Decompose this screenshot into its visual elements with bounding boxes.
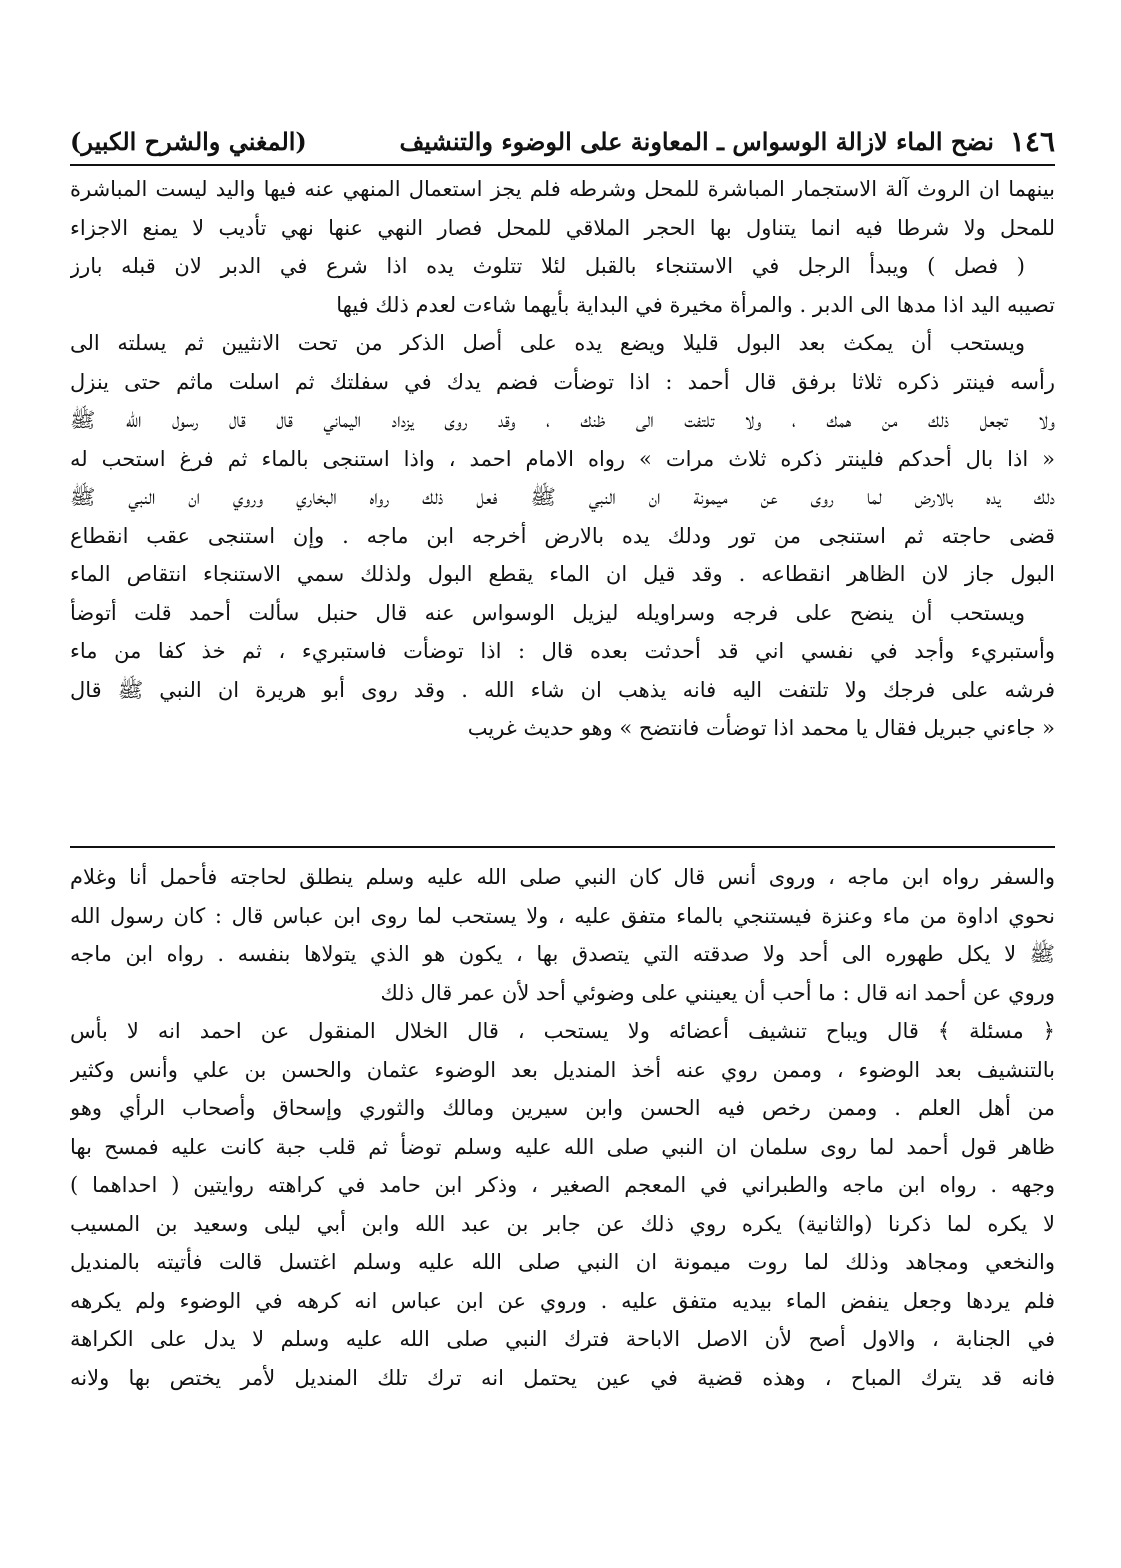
- text-line: ﴿ مسئلة ﴾ قال ويباح تنشيف أعضائه ولا يستحب ، قال الخلال المنقول عن احمد انه لا بأس: [70, 1019, 1055, 1043]
- text-line: بينهما ان الروث آلة الاستجمار المباشرة للمحل وشرطه فلم يجز استعمال المنهي عنه فيها واليد ليست المباشرة: [70, 177, 1055, 201]
- text-line: ظاهر قول أحمد لما روى سلمان ان النبي صلى الله عليه وسلم توضأ ثم قلب جبة كانت عليه فمسح بها: [70, 1134, 1055, 1159]
- text-line: فانه قد يترك المباح ، وهذه قضية في عين يحتمل انه ترك تلك المنديل لأمر يختص بها ولانه: [70, 1365, 1055, 1390]
- text-line: ( فصل ) ويبدأ الرجل في الاستنجاء بالقبل لئلا تتلوث يده اذا شرع في الدبر لان قبله بارز: [70, 254, 1025, 278]
- text-line: البول جاز لان الظاهر انقطاعه . وقد قيل ان الماء يقطع البول ولذلك سمي الاستنجاء انتقاص الماء: [70, 562, 1055, 586]
- text-line: رأسه فينتر ذكره ثلاثا برفق قال أحمد : اذا توضأت فضم يدك في سفلتك ثم اسلت ماثم حتى ينزل: [70, 369, 1055, 394]
- text-line: « اذا بال أحدكم فلينتر ذكره ثلاث مرات » رواه الامام احمد ، واذا استنجى بالماء ثم فرغ استحب له: [70, 446, 1055, 471]
- section-divider: [70, 846, 1055, 848]
- text-line: قضى حاجته ثم استنجى من تور ودلك يده بالارض أخرجه ابن ماجه . وإن استنجى عقب انقطاع: [70, 523, 1055, 548]
- commentary-text-block: [70, 858, 1055, 1397]
- text-line: وروي عن أحمد انه قال : ما أحب أن يعينني على وضوئي أحد لأن عمر قال ذلك: [380, 980, 1055, 1005]
- text-line: بالتنشيف بعد الوضوء ، وممن روي عنه أخذ المنديل بعد الوضوء عثمان والحسن بن علي وأنس وكثير: [70, 1057, 1055, 1082]
- text-line: تصيبه اليد اذا مدها الى الدبر . والمرأة مخيرة في البداية بأيهما شاءت لعدم ذلك فيها: [336, 292, 1055, 317]
- main-text-block: [70, 170, 1055, 748]
- text-line: ﷺ لا يكل طهوره الى أحد ولا صدقته التي يتصدق بها ، يكون هو الذي يتولاها بنفسه . رواه ابن ماجه: [70, 942, 1055, 966]
- text-line: وأستبريء وأجد في نفسي اني قد أحدثت بعده قال : اذا توضأت فاستبريء ، ثم خذ كفا من ماء: [70, 639, 1055, 663]
- text-line: والنخعي ومجاهد وذلك لما روت ميمونة ان النبي صلى الله عليه وسلم اغتسل قالت فأتيته بالمنديل: [70, 1250, 1055, 1274]
- running-title: نضح الماء لازالة الوسواس ـ المعاونة على الوضوء والتنشيف: [399, 126, 994, 156]
- text-line: فرشه على فرجك ولا تلتفت اليه فانه يذهب ان شاء الله . وقد روى أبو هريرة ان النبي ﷺ قال: [70, 677, 1055, 702]
- text-line: وجهه . رواه ابن ماجه والطبراني في المعجم الصغير ، وذكر ابن حامد في كراهته روايتين ( احداهما ): [70, 1173, 1055, 1197]
- text-line: فلم يردها وجعل ينفض الماء بيديه متفق عليه . وروي عن ابن عباس انه كرهه في الوضوء ولم يكرهه: [70, 1288, 1055, 1313]
- text-line: من أهل العلم . وممن رخص فيه الحسن وابن سيرين ومالك والثوري وإسحاق وأصحاب الرأي وهو: [70, 1096, 1055, 1120]
- text-line: « جاءني جبريل فقال يا محمد اذا توضأت فانتضح » وهو حديث غريب: [467, 716, 1055, 740]
- text-line: دلك يده بالارض لما روى عن ميمونة ان النبي ﷺ فعل ذلك رواه البخاري وروي ان النبي ﷺ: [70, 485, 1055, 509]
- text-line: في الجنابة ، والاول أصح لأن الاصل الاباحة فترك النبي صلى الله عليه وسلم لا يدل على الكراهة: [70, 1327, 1055, 1351]
- header-right-group: [399, 125, 1055, 158]
- text-line: ويستحب أن يمكث بعد البول قليلا ويضع يده على أصل الذكر من تحت الانثيين ثم يسلته الى: [70, 331, 1025, 355]
- text-line: لا يكره لما ذكرنا (والثانية) يكره روي ذلك عن جابر بن عبد الله وابن أبي ليلى وسعيد بن المسيب: [70, 1211, 1055, 1236]
- text-line: ويستحب أن ينضح على فرجه وسراويله ليزيل الوسواس عنه قال حنبل سألت أحمد قلت أتوضأ: [70, 600, 1025, 625]
- book-title: (المغني والشرح الكبير): [70, 126, 307, 156]
- text-line: نحوي اداوة من ماء وعنزة فيستنجي بالماء متفق عليه ، ولا يستحب لما روى ابن عباس قال : كان رسول الله: [70, 903, 1055, 928]
- text-line: ولا تجعل ذلك من همك ، ولا تلتفت الى ظنك ، وقد روى يزداد اليماني قال قال رسول الله ﷺ: [70, 408, 1055, 432]
- page-header: [70, 118, 1055, 166]
- page-number: ١٤٦: [1009, 124, 1055, 158]
- text-line: للمحل ولا شرطا فيه انما يتناول بها الحجر الملاقي للمحل فصار النهي عنها نهي تأديب لا يمنع الاجزاء: [70, 215, 1055, 240]
- text-line: والسفر رواه ابن ماجه ، وروى أنس قال كان النبي صلى الله عليه وسلم ينطلق لحاجته فأحمل أنا وغلام: [70, 865, 1055, 889]
